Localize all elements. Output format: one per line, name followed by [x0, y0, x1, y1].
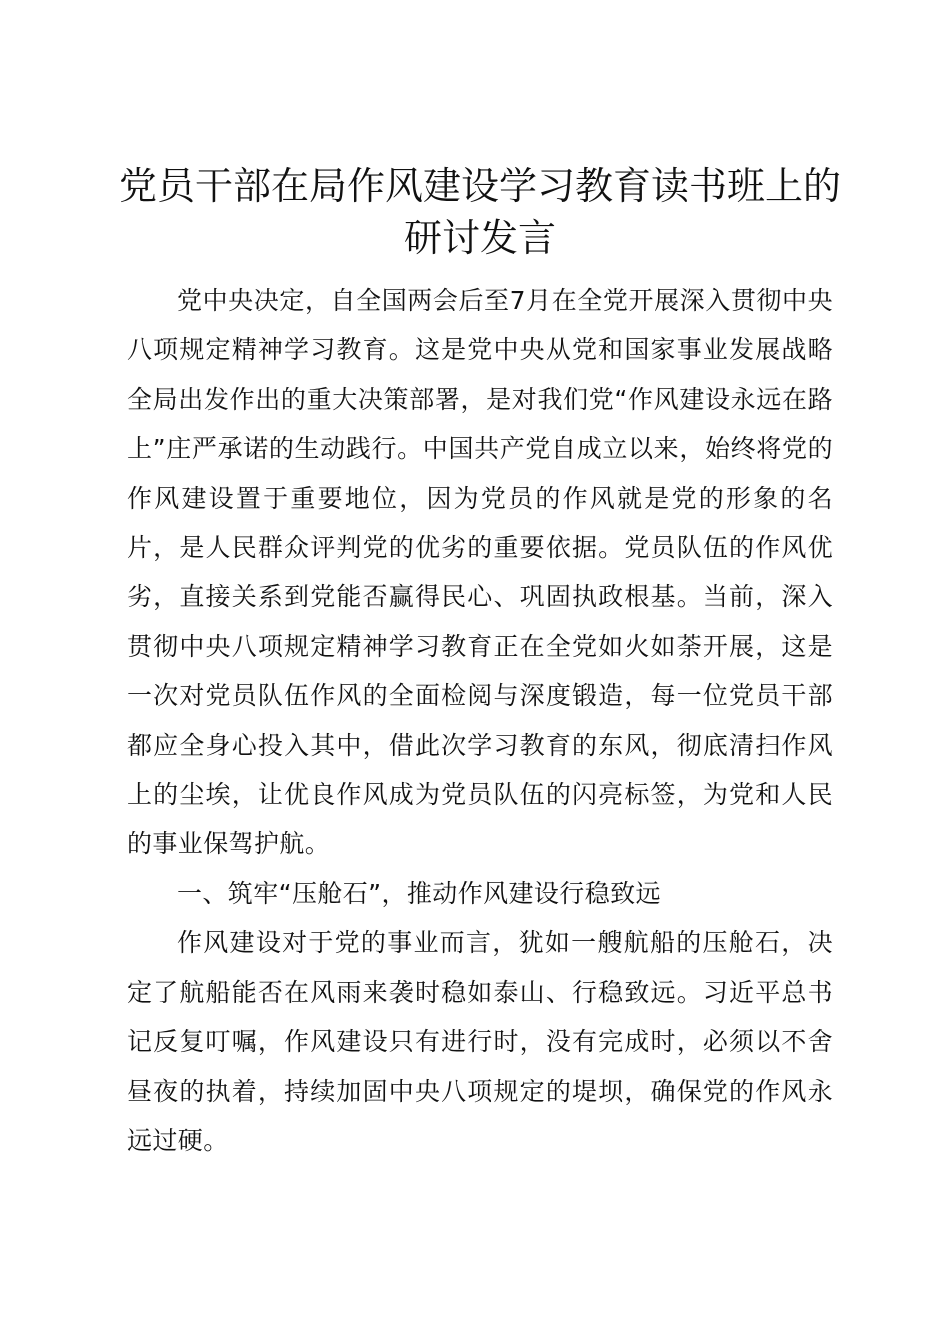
document-body: [127, 276, 833, 1165]
section-paragraph: 作风建设对于党的事业而言，犹如一艘航船的压舱石，决定了航船能否在风雨来袭时稳如泰山、行稳致远。习近平总书记反复叮嘱，作风建设只有进行时，没有完成时，必须以不舍昼夜的执着，持续加固中央八项规定的堤坝，确保党的作风永远过硬。: [127, 928, 833, 1155]
section-heading: 一、筑牢“压舱石”，推动作风建设行稳致远: [177, 878, 661, 908]
document-title: 党员干部在局作风建设学习教育读书班上的研讨发言: [118, 164, 841, 260]
intro-paragraph: 党中央决定，自全国两会后至7月在全党开展深入贯彻中央八项规定精神学习教育。这是党中央从党和国家事业发展战略全局出发作出的重大决策部署，是对我们党“作风建设永远在路上”庄严承诺的生动践行。中国共产党自成立以来，始终将党的作风建设置于重要地位，因为党员的作风就是党的形象的名片，是人民群众评判党的优劣的重要依据。党员队伍的作风优劣，直接关系到党能否赢得民心、巩固执政根基。当前，深入贯彻中央八项规定精神学习教育正在全党如火如荼开展，这是一次对党员队伍作风的全面检阅与深度锻造，每一位党员干部都应全身心投入其中，借此次学习教育的东风，彻底清扫作风上的尘埃，让优良作风成为党员队伍的闪亮标签，为党和人民的事业保驾护航。: [127, 286, 833, 859]
